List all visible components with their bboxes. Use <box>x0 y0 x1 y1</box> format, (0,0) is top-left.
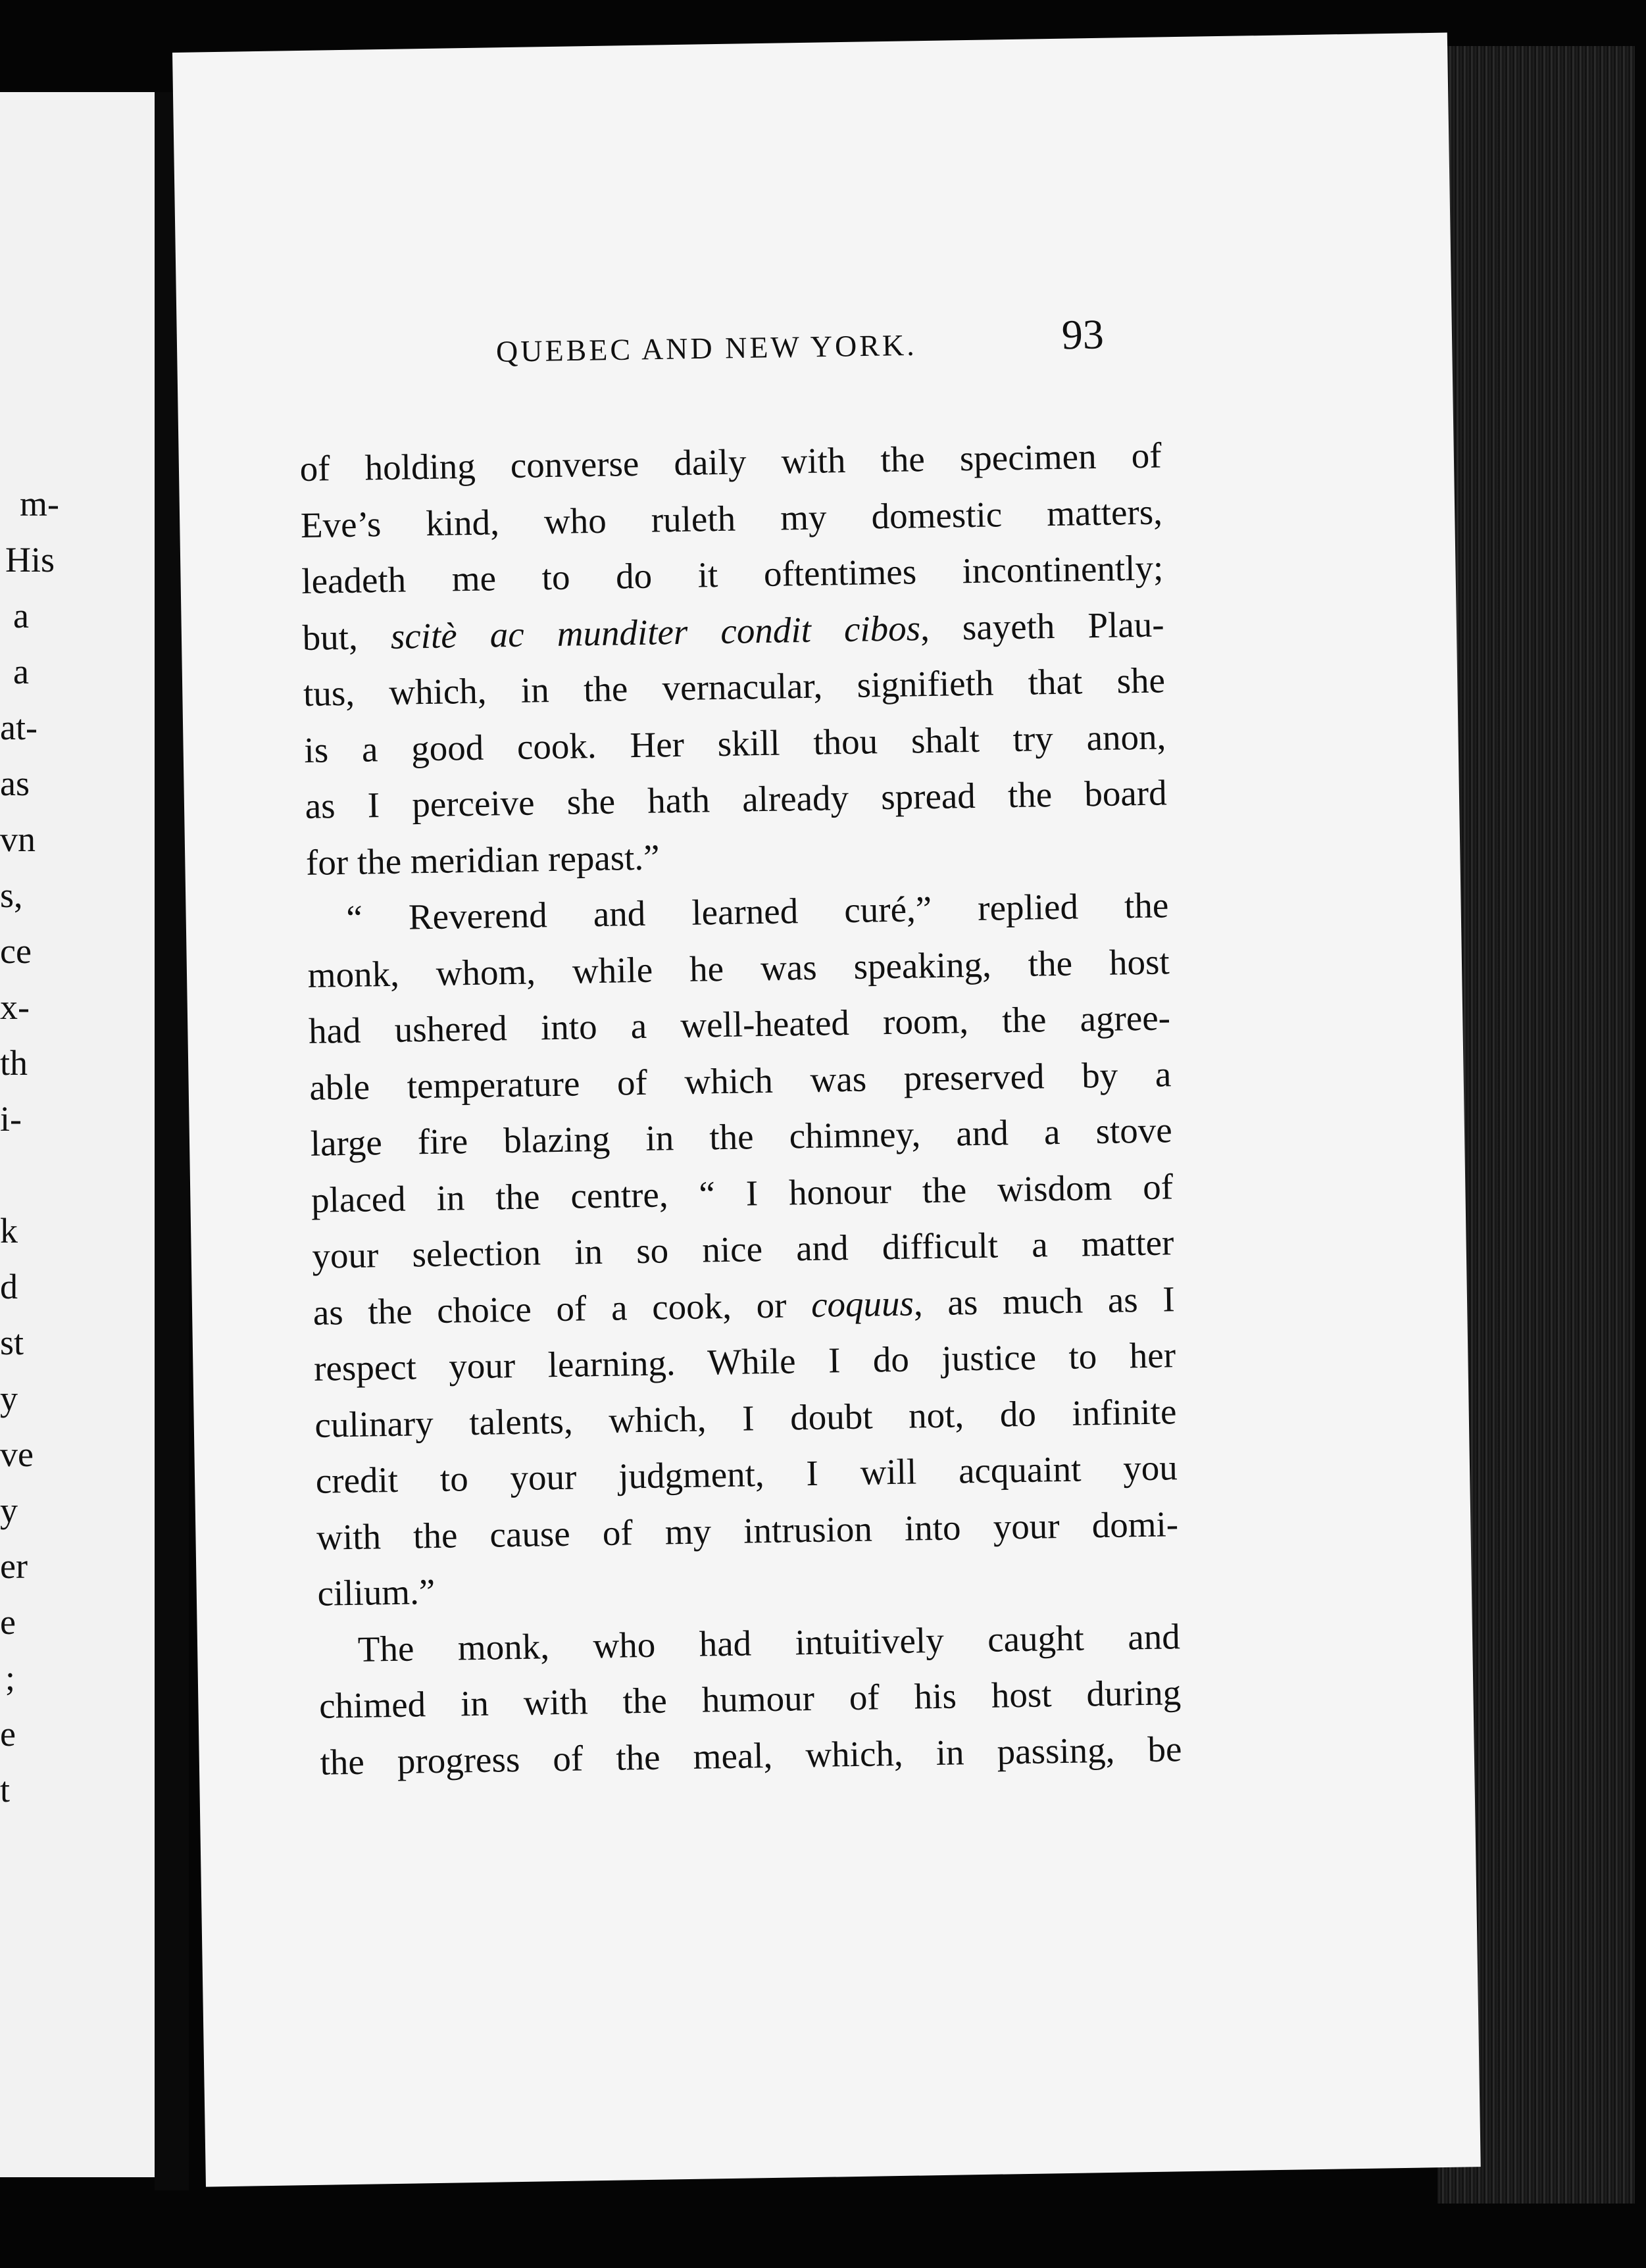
running-head <box>321 297 1111 368</box>
text-line: had ushered into a well-heated room, the agree- <box>308 997 1171 1051</box>
text-line: leadeth me to do it oftentimes incontinently; <box>301 547 1164 601</box>
text-line: monk, whom, while he was speaking, the host <box>307 941 1170 995</box>
left-page-line-fragment: i- <box>0 1099 22 1139</box>
left-page-line-fragment: st <box>0 1323 24 1362</box>
text-line: credit to your judgment, I will acquaint you <box>315 1447 1178 1501</box>
left-page-line-fragment: as <box>0 764 30 803</box>
text-line: as I perceive she hath already spread the board <box>305 772 1168 826</box>
left-page-line-fragment: er <box>0 1546 28 1586</box>
page-number: 93 <box>1061 310 1105 358</box>
left-page-line-fragment: t <box>0 1770 11 1810</box>
text-line: able temperature of which was preserved by a <box>309 1053 1172 1108</box>
left-page-line-fragment: k <box>0 1211 18 1250</box>
text-line: cilium.” <box>317 1571 436 1614</box>
latin-quote: scitè ac munditer condit cibos <box>390 607 921 656</box>
text-line: culinary talents, which, I doubt not, do infinite <box>314 1391 1177 1445</box>
paragraph-start-line: “ Reverend and learned curé,” replied the <box>345 885 1169 938</box>
text-line: large fire blazing in the chimney, and a stove <box>310 1110 1173 1164</box>
left-page-line-fragment: a <box>13 596 29 635</box>
text-line: your selection in so nice and difficult a matter <box>311 1222 1174 1276</box>
left-page-line-fragment: ; <box>5 1658 16 1698</box>
text-line: but, scitè ac munditer condit cibos, sayeth Plau- <box>302 603 1165 658</box>
left-page-line-fragment: x- <box>0 987 30 1027</box>
text-line: for the meridian repast.” <box>305 836 661 883</box>
text-line: the progress of the meal, which, in passing, be <box>320 1728 1182 1783</box>
left-page-line-fragment: m- <box>20 484 59 524</box>
left-page-line-fragment: th <box>0 1043 28 1083</box>
text-line: is a good cook. Her skill thou shalt try anon, <box>303 716 1166 770</box>
text-line: of holding converse daily with the specimen of <box>299 435 1162 489</box>
left-page-line-fragment: ce <box>0 931 32 971</box>
left-page-line-fragment: d <box>0 1267 18 1306</box>
paragraph-start-line: The monk, who had intuitively caught and <box>357 1615 1181 1669</box>
text-line: Eve’s kind, who ruleth my domestic matters, <box>300 491 1163 545</box>
latin-word: coquus <box>811 1282 914 1325</box>
left-page-line-fragment: e <box>0 1602 16 1642</box>
left-page-line-fragment: e <box>0 1714 16 1754</box>
text-line: as the choice of a cook, or coquus, as much as I <box>312 1278 1176 1333</box>
text-line: with the cause of my intrusion into your domi- <box>316 1503 1179 1558</box>
text-line: respect your learning. While I do justice to her <box>313 1335 1176 1389</box>
text-line: tus, which, in the vernacular, signifieth that she <box>303 660 1166 714</box>
left-page-line-fragment: at- <box>0 708 37 747</box>
left-page-line-fragment: y <box>0 1491 18 1530</box>
left-page-line-fragment: vn <box>0 820 36 859</box>
left-page-line-fragment: y <box>0 1379 18 1418</box>
body-text <box>299 427 1182 1790</box>
left-page-line-fragment: His <box>5 540 55 579</box>
left-page-line-fragment: ve <box>0 1435 34 1474</box>
left-page-margin <box>0 92 155 2177</box>
text-line: chimed in with the humour of his host during <box>318 1672 1182 1726</box>
left-page-line-fragment: a <box>13 652 29 691</box>
left-page-line-fragment: s, <box>0 875 23 915</box>
running-title: QUEBEC AND NEW YORK. <box>495 328 918 368</box>
text-line: placed in the centre, “ I honour the wisdom of <box>311 1166 1174 1220</box>
